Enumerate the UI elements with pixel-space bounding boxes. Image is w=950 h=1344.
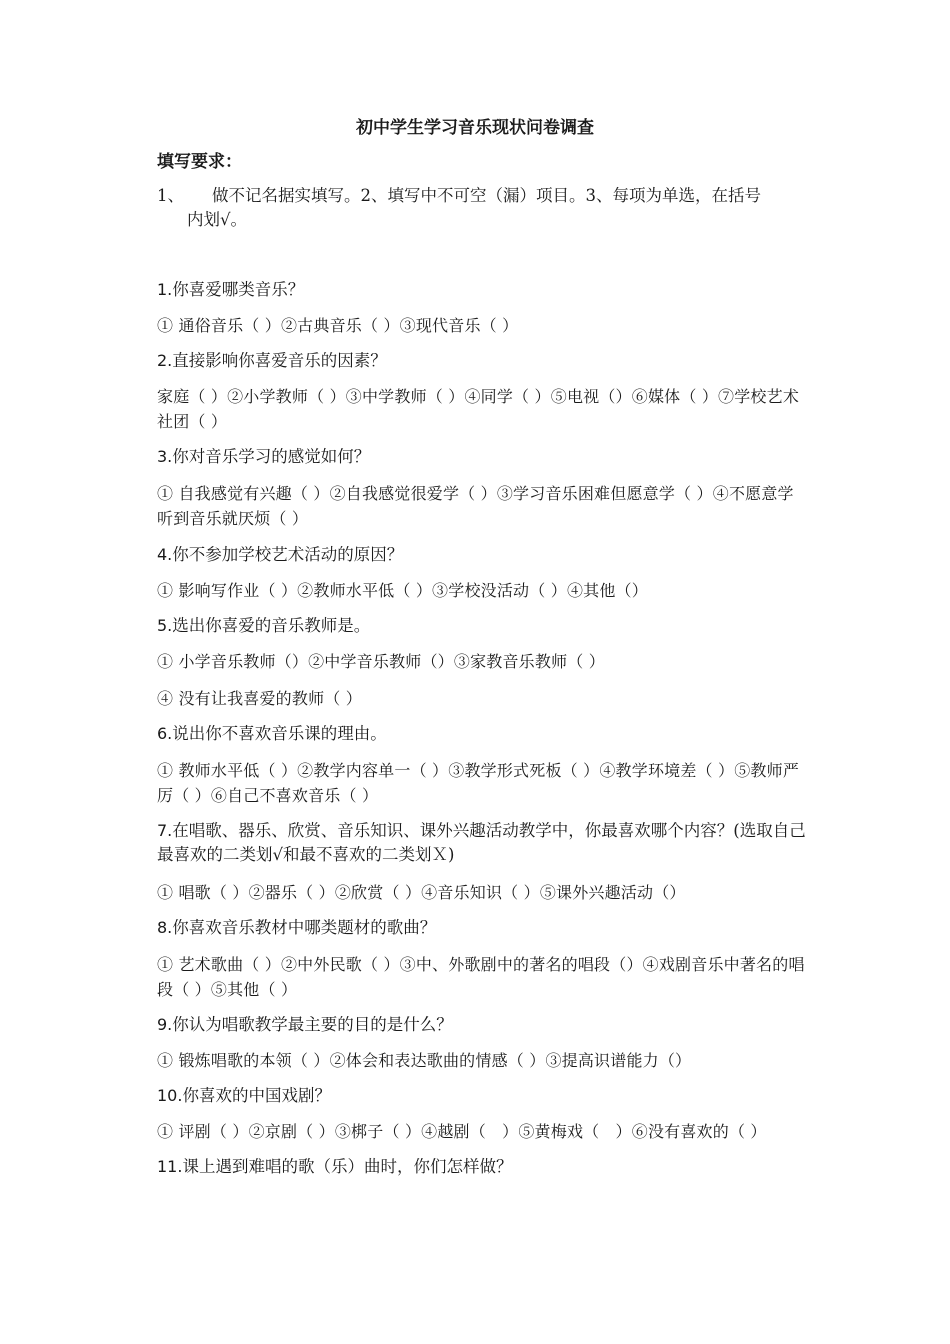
question-5-options-2: ④ 没有让我喜爱的教师（ ） bbox=[157, 689, 362, 708]
question-5-options: ① 小学音乐教师（）②中学音乐教师（）③家教音乐教师（ ） bbox=[157, 652, 605, 671]
question-text: 直接影响你喜爱音乐的因素？ bbox=[172, 351, 387, 370]
question-number: 5. bbox=[157, 616, 173, 635]
question-number: 8. bbox=[157, 918, 173, 937]
question-4-options: ① 影响写作业（ ）②教师水平低（ ）③学校没活动（ ）④其他（） bbox=[157, 581, 648, 600]
question-7-options: ① 唱歌（ ）②器乐（ ）②欣赏（ ）④音乐知识（ ）⑤课外兴趣活动（） bbox=[157, 883, 686, 902]
question-10 bbox=[157, 1084, 809, 1108]
question-number: 1. bbox=[157, 280, 173, 299]
question-4 bbox=[157, 543, 809, 567]
document-title: 初中学生学习音乐现状问卷调查 bbox=[356, 118, 594, 138]
requirements-line: 做不记名据实填写。2、填写中不可空（漏）项目。3、每项为单选，在括号 bbox=[212, 186, 761, 205]
question-number: 2. bbox=[157, 351, 173, 370]
question-text: 你对音乐学习的感觉如何？ bbox=[172, 447, 371, 466]
question-text: 你喜爱哪类音乐？ bbox=[172, 280, 305, 299]
question-text: 在唱歌、器乐、欣赏、音乐知识、课外兴趣活动教学中，你最喜欢哪个内容？(选取自己最喜欢的二类划√和最不喜欢的二类划Ｘ) bbox=[157, 821, 806, 864]
question-text: 你喜欢音乐教材中哪类题材的歌曲？ bbox=[172, 918, 437, 937]
question-6-options: ① 教师水平低（ ）②教学内容单一（ ）③教学形式死板（ ）④教学环境差（ ）⑤教师严厉（ ）⑥自己不喜欢音乐（ ） bbox=[157, 761, 800, 805]
question-2-options: 家庭（ ）②小学教师（ ）③中学教师（ ）④同学（ ）⑤电视（）⑥媒体（ ）⑦学校艺术社团（ ） bbox=[157, 387, 800, 431]
question-number: 7. bbox=[157, 821, 173, 840]
question-3 bbox=[157, 445, 809, 469]
question-number: 4. bbox=[157, 545, 173, 564]
question-number: 9. bbox=[157, 1015, 173, 1034]
requirements-heading: 填写要求： bbox=[157, 152, 242, 172]
question-number: 10. bbox=[157, 1086, 183, 1105]
question-2 bbox=[157, 349, 809, 373]
question-1 bbox=[157, 278, 809, 302]
requirements-line-cont: 内划√。 bbox=[187, 210, 248, 229]
question-text: 你不参加学校艺术活动的原因？ bbox=[172, 545, 404, 564]
question-9 bbox=[157, 1013, 809, 1037]
question-11 bbox=[157, 1155, 809, 1179]
question-text: 说出你不喜欢音乐课的理由。 bbox=[172, 724, 387, 743]
question-number: 11. bbox=[157, 1157, 183, 1176]
question-text: 课上遇到难唱的歌（乐）曲时，你们怎样做？ bbox=[182, 1157, 513, 1176]
question-6 bbox=[157, 722, 809, 746]
question-1-options: ① 通俗音乐（ ）②古典音乐（ ）③现代音乐（ ） bbox=[157, 316, 519, 335]
question-3-options: ① 自我感觉有兴趣（ ）②自我感觉很爱学（ ）③学习音乐困难但愿意学（ ）④不愿意学听到音乐就厌烦（ ） bbox=[157, 484, 794, 528]
question-8 bbox=[157, 916, 809, 940]
question-text: 你认为唱歌教学最主要的目的是什么？ bbox=[172, 1015, 453, 1034]
question-number: 6. bbox=[157, 724, 173, 743]
question-number: 3. bbox=[157, 447, 173, 466]
question-9-options: ① 锻炼唱歌的本领（ ）②体会和表达歌曲的情感（ ）③提高识谱能力（） bbox=[157, 1051, 692, 1070]
question-text: 你喜欢的中国戏剧？ bbox=[182, 1086, 331, 1105]
question-10-options: ① 评剧（ ）②京剧（ ）③梆子（ ）④越剧（ ）⑤黄梅戏（ ）⑥没有喜欢的（ ） bbox=[157, 1122, 767, 1141]
requirements-number: 1、 bbox=[157, 186, 184, 205]
question-8-options: ① 艺术歌曲（ ）②中外民歌（ ）③中、外歌剧中的著名的唱段（）④戏剧音乐中著名的唱段（ ）⑤其他（ ） bbox=[157, 955, 805, 999]
requirements-text bbox=[157, 184, 809, 232]
question-5 bbox=[157, 614, 809, 638]
question-text: 选出你喜爱的音乐教师是。 bbox=[172, 616, 371, 635]
question-7 bbox=[157, 819, 809, 867]
